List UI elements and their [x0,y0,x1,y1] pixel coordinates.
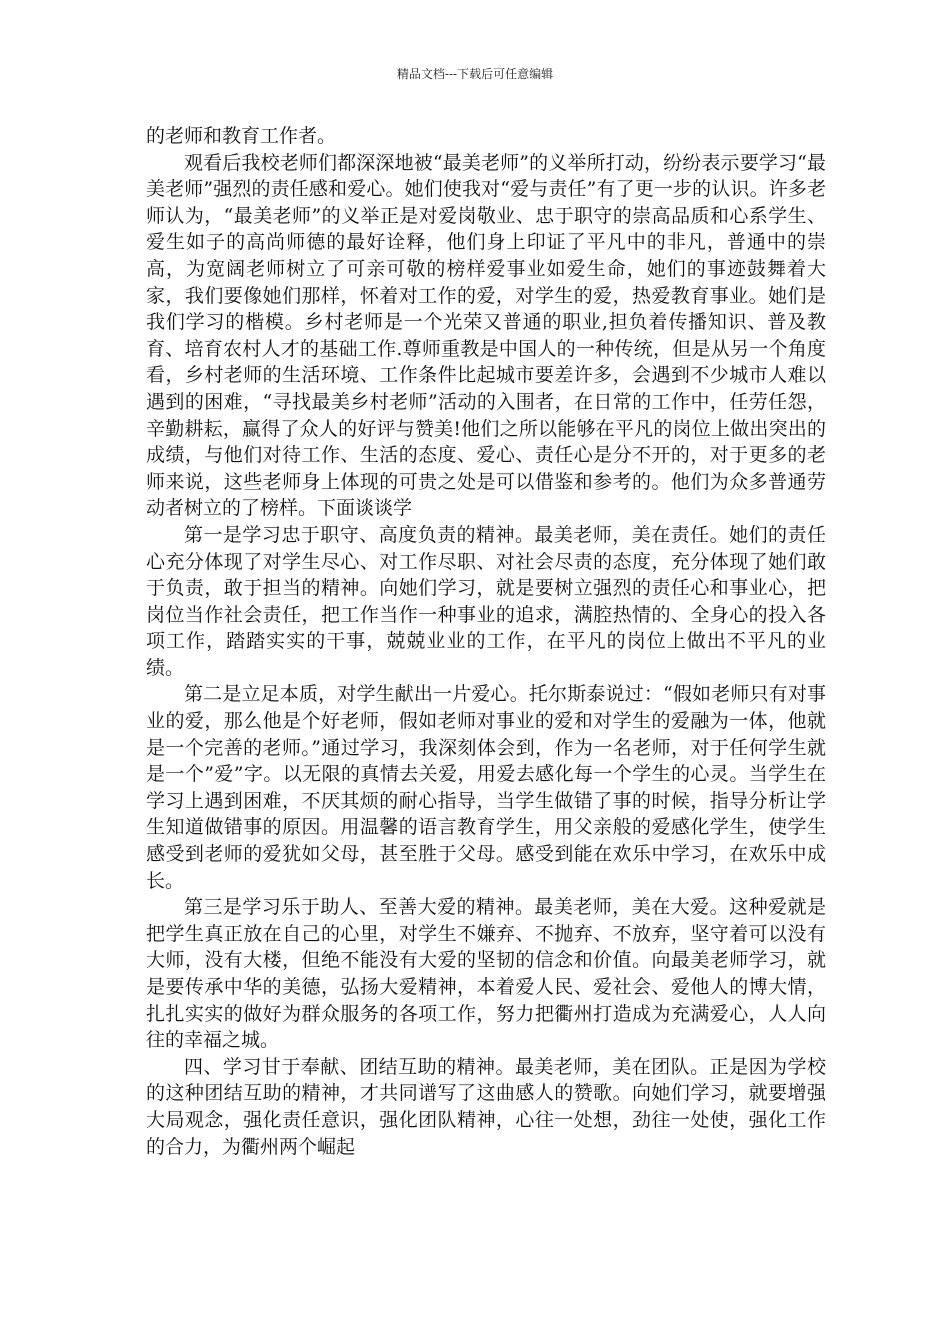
document-body [146,123,826,1160]
paragraph-point-3: 第三是学习乐于助人、至善大爱的精神。最美老师，美在大爱。这种爱就是把学生真正放在自己的心里，对学生不嫌弃、不抛弃、不放弃，坚守着可以没有大师，没有大楼，但绝不能没有大爱的坚韧的信念和价值。向最美老师学习，就是要传承中华的美德，弘扬大爱精神，本着爱人民、爱社会、爱他人的博大情，扎扎实实的做好为群众服务的各项工作，努力把衢州打造成为充满爱心，人人向往的幸福之城。 [146,896,826,1052]
paragraph-intro: 观看后我校老师们都深深地被“最美老师”的义举所打动，纷纷表示要学习“最美老师”强烈的责任感和爱心。她们使我对“爱与责任”有了更一步的认识。许多老师认为，“最美老师”的义举正是对爱岗敬业、忠于职守的崇高品质和心系学生、爱生如子的高尚师德的最好诠释，他们身上印证了平凡中的非凡，普通中的崇高，为宽阔老师树立了可亲可敬的榜样爱事业如爱生命，她们的事迹鼓舞着大家，我们要像她们那样，怀着对工作的爱，对学生的爱，热爱教育事业。她们是我们学习的楷模。乡村老师是一个光荣又普通的职业,担负着传播知识、普及教育、培育农村人才的基础工作.尊师重教是中国人的一种传统，但是从另一个角度看，乡村老师的生活环境、工作条件比起城市要差许多，会遇到不少城市人难以遇到的困难，“寻找最美乡村老师”活动的入围者，在日常的工作中，任劳任怨，辛勤耕耘，赢得了众人的好评与赞美!他们之所以能够在平凡的岗位上做出突出的成绩，与他们对待工作、生活的态度、爱心、责任心是分不开的，对于更多的老师来说，这些老师身上体现的可贵之处是可以借鉴和参考的。他们为众多普通劳动者树立的了榜样。下面谈谈学 [146,151,826,520]
paragraph-point-2: 第二是立足本质，对学生献出一片爱心。托尔斯泰说过：“假如老师只有对事业的爱，那么他是个好老师，假如老师对事业的爱和对学生的爱融为一体，他就是一个完善的老师。”通过学习，我深刻体会到，作为一名老师，对于任何学生就是一个”爱”字。以无限的真情去关爱，用爱去感化每一个学生的心灵。当学生在学习上遇到困难，不厌其烦的耐心指导，当学生做错了事的时候，指导分析让学生知道做错事的原因。用温馨的语言教育学生，用父亲般的爱感化学生，使学生感受到老师的爱犹如父母，甚至胜于父母。感受到能在欢乐中学习，在欢乐中成长。 [146,683,826,892]
paragraph-continuation: 的老师和教育工作者。 [146,125,337,147]
paragraph-point-1: 第一是学习忠于职守、高度负责的精神。最美老师，美在责任。她们的责任心充分体现了对学生尽心、对工作尽职、对社会尽责的态度，充分体现了她们敢于负责，敢于担当的精神。向她们学习，就是要树立强烈的责任心和事业心，把岗位当作社会责任，把工作当作一种事业的追求，满腔热情的、全身心的投入各项工作，踏踏实实的干事，兢兢业业的工作，在平凡的岗位上做出不平凡的业绩。 [146,523,826,679]
paragraph-point-4: 四、学习甘于奉献、团结互助的精神。最美老师，美在团队。正是因为学校的这种团结互助的精神，才共同谱写了这曲感人的赞歌。向她们学习，就要增强大局观念，强化责任意识，强化团队精神，心往一处想，劲往一处使，强化工作的合力，为衢州两个崛起 [146,1055,826,1158]
running-header: 精品文档---下载后可任意编辑 [396,67,554,81]
